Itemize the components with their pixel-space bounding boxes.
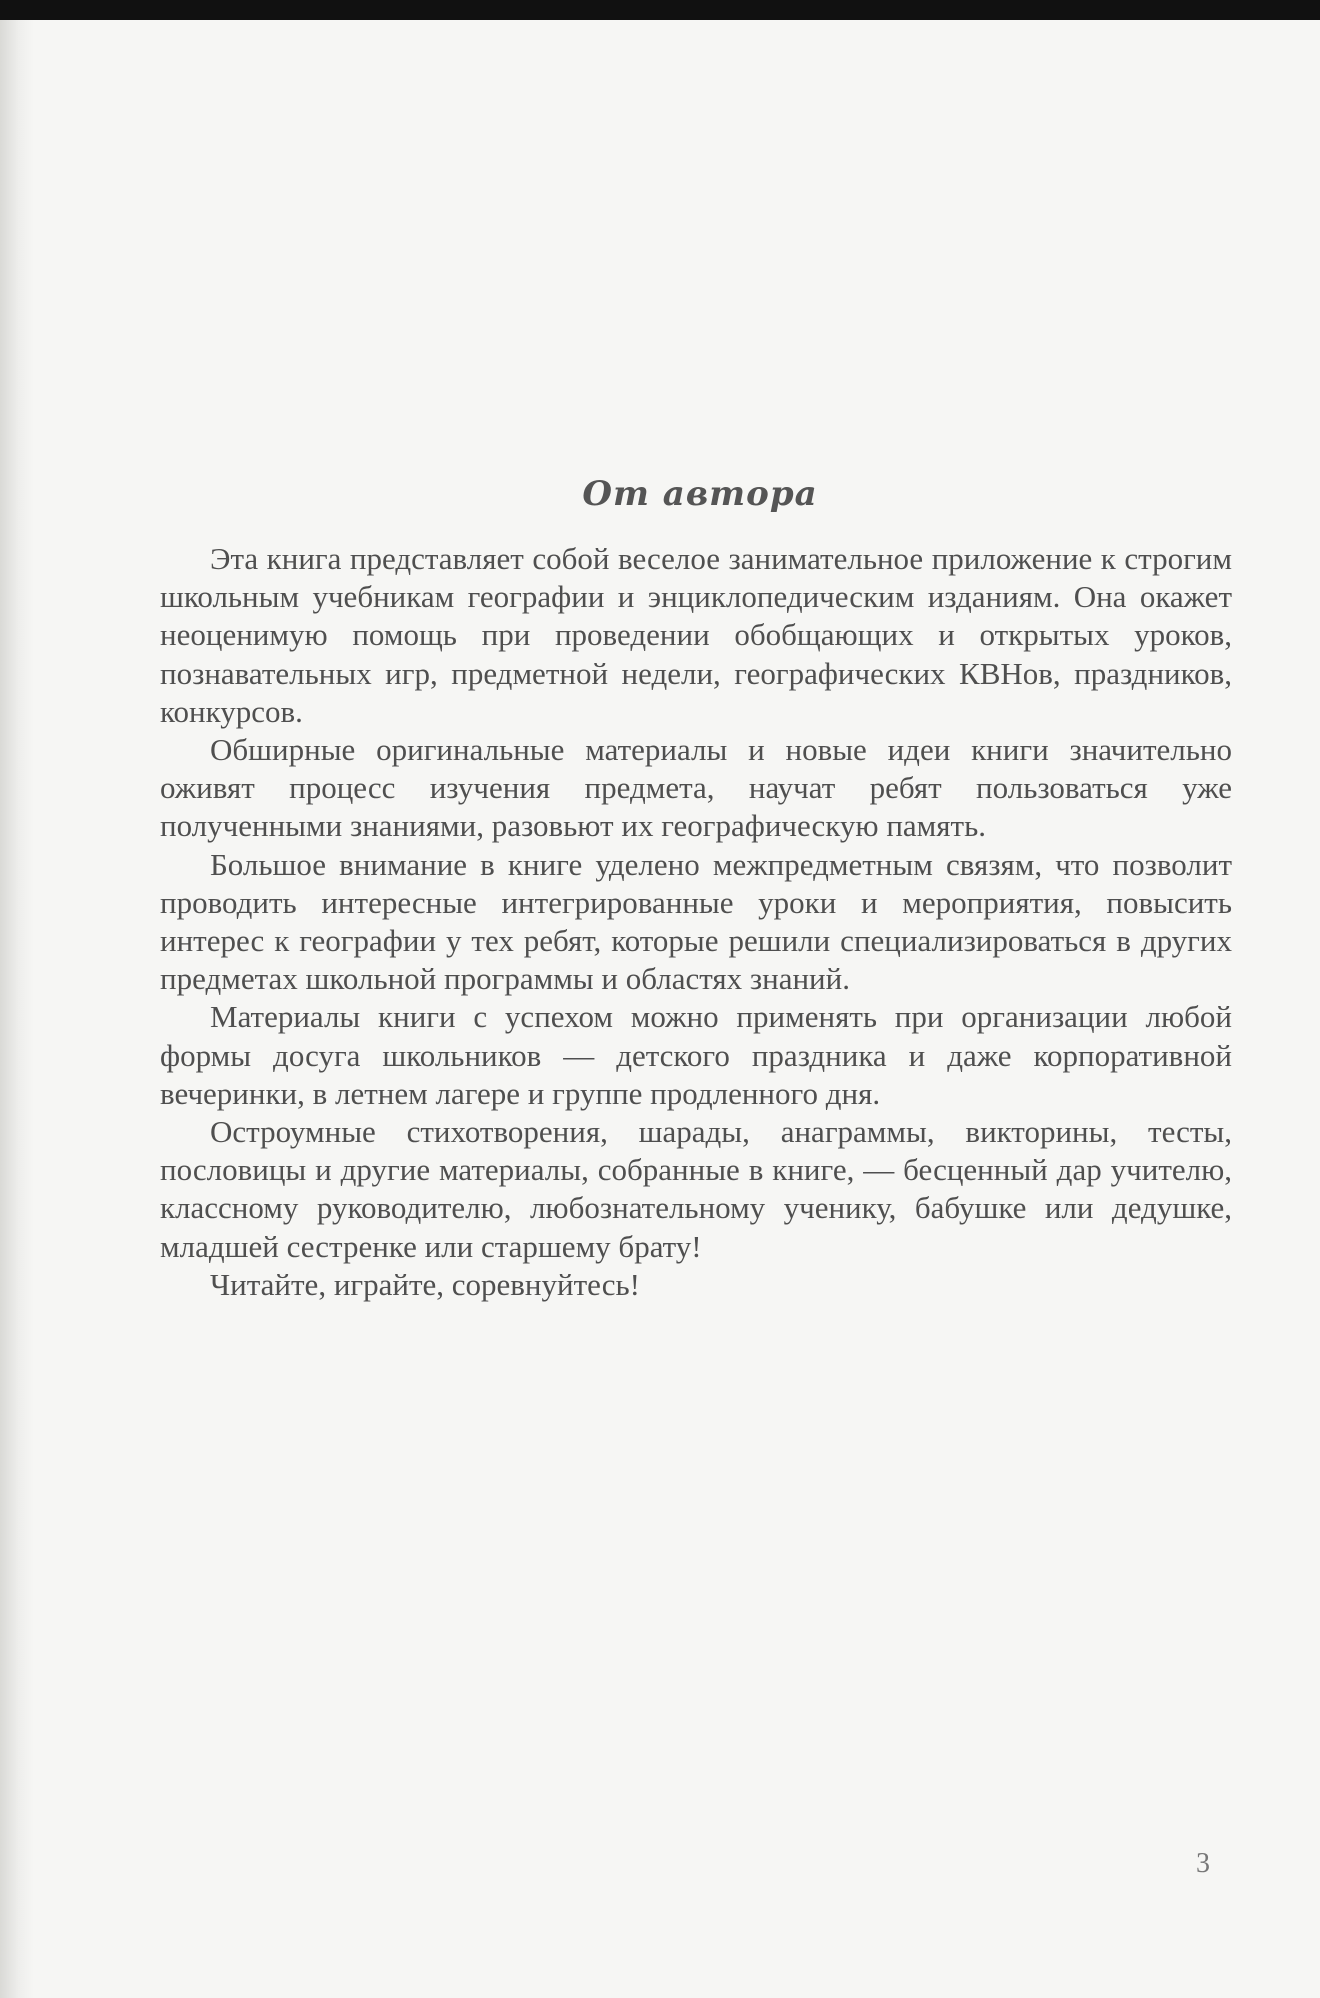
paragraph-6: Читайте, играйте, соревнуйтесь! [210, 1266, 640, 1302]
paragraph-2: Обширные оригинальные материалы и новые идеи книги значительно оживят процесс изучения предмета, научат ребят пользоваться уже полученными знаниями, разовьют их географическую память. [160, 732, 1232, 844]
body-text [160, 540, 1232, 1304]
paragraph-1: Эта книга представляет собой веселое занимательное приложение к строгим школьным учебникам географии и энциклопедическим изданиям. Она окажет неоценимую помощь при проведении обобщающих и открытых уроков, познавательных игр, предметной недели, географических КВНов, праздников, конкурсов. [160, 541, 1232, 729]
paragraph-4: Материалы книги с успехом можно применять при организации любой формы досуга школьников — детского праздника и даже корпоративной вечеринки, в летнем лагере и группе продленного дня. [160, 999, 1232, 1111]
paragraph-5: Остроумные стихотворения, шарады, анаграммы, викторины, тесты, пословицы и другие материалы, собранные в книге, — бесценный дар учителю, классному руководителю, любознательному ученику, бабушке или дедушке, младшей сестренке или старшему брату! [160, 1114, 1232, 1264]
page-number: 3 [1196, 1848, 1210, 1879]
paragraph-3: Большое внимание в книге уделено межпредметным связям, что позволит проводить интересные интегрированные уроки и мероприятия, повысить интерес к географии у тех ребят, которые решили специализироваться в других предметах школьной программы и областях знаний. [160, 846, 1232, 997]
page-title: От автора [582, 474, 818, 514]
